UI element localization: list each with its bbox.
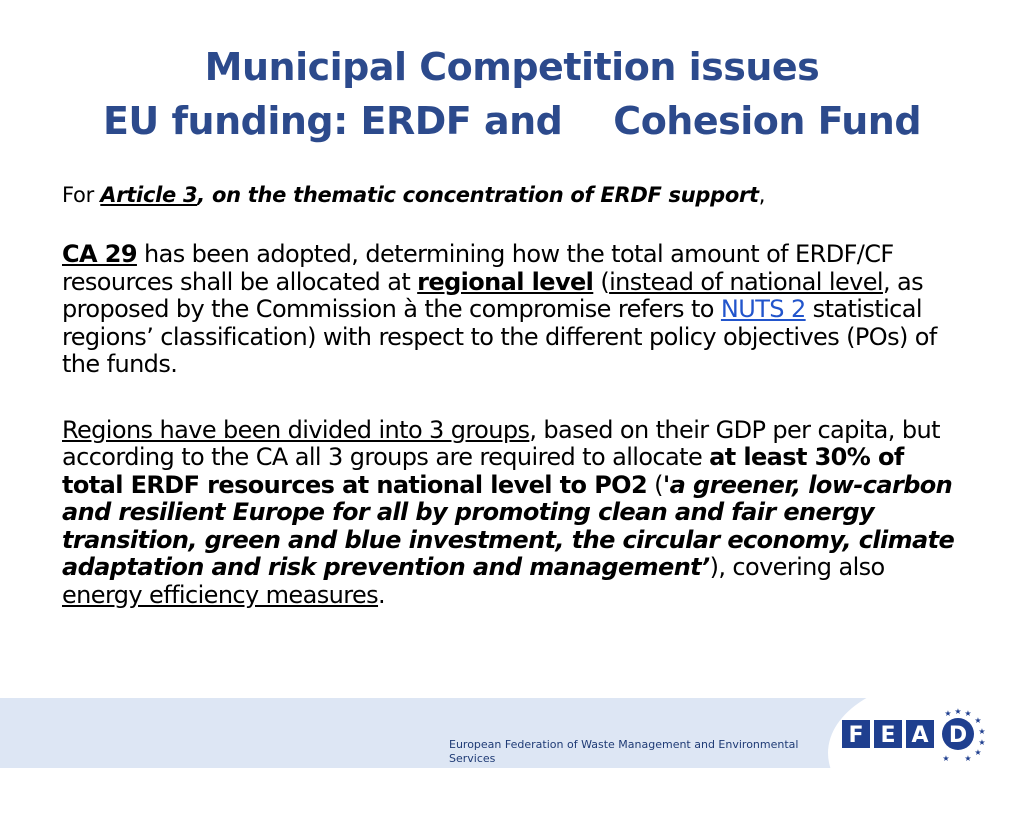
paragraph-article-3 — [62, 176, 962, 214]
logo-letter-f: F — [848, 723, 864, 748]
nuts2-link[interactable]: NUTS 2 — [720, 295, 806, 323]
svg-text:★: ★ — [978, 727, 986, 736]
svg-text:★: ★ — [954, 707, 962, 716]
para3-text-2: ( — [647, 470, 663, 499]
footer-organisation: European Federation of Waste Management and Environmental Services — [449, 738, 799, 765]
paragraph-regions — [62, 417, 962, 610]
slide-title — [0, 40, 1024, 148]
article-topic: , on the thematic concentration of ERDF support — [197, 183, 759, 207]
para2-text-2: ( — [593, 267, 610, 296]
regions-groups: Regions have been divided into 3 groups — [62, 415, 530, 444]
svg-text:★: ★ — [974, 748, 982, 757]
svg-text:★: ★ — [978, 738, 986, 747]
para3-text-3: ), covering also — [709, 553, 885, 581]
para2-text-3: , as proposed by the Commission à the compromise refers to — [62, 267, 924, 323]
energy-efficiency-measures: energy efficiency measures — [62, 580, 379, 609]
svg-text:★: ★ — [964, 709, 972, 718]
svg-text:★: ★ — [974, 716, 982, 725]
fead-logo — [842, 706, 1000, 762]
regional-level: regional level — [417, 267, 594, 296]
logo-letter-d: D — [948, 723, 968, 748]
para3-text-4: . — [378, 580, 386, 609]
svg-text:★: ★ — [944, 709, 952, 718]
po2-requirement: at least 30% of total ERDF resources at national level to PO2 — [62, 443, 904, 499]
ca29-ref: CA 29 — [62, 240, 137, 268]
title-line-1: Municipal Competition issues — [204, 45, 820, 89]
article-3-ref: Article 3 — [100, 183, 198, 207]
para2-text-1: has been adopted, determining how the total amount of ERDF/CF resources shall be allocated at — [62, 240, 894, 296]
paragraph-ca29 — [62, 241, 962, 379]
slide-body — [62, 176, 962, 609]
svg-text:★: ★ — [964, 754, 972, 762]
instead-of-national-level: instead of national level — [609, 267, 883, 296]
svg-text:★: ★ — [942, 754, 950, 762]
para2-text-4: statistical regions’ classification) with respect to the different policy objectives (POs) of the funds. — [62, 295, 937, 378]
logo-letter-e: E — [880, 723, 896, 748]
para1-prefix: For — [62, 183, 101, 207]
para3-text-1: , based on their GDP per capita, but according to the CA all 3 groups are required to allocate — [62, 415, 940, 471]
po2-quote: 'a greener, low-carbon and resilient Europe for all by promoting clean and fair energy transition, green and blue investment, the circular economy, climate adaptation and risk prevention and management’ — [62, 470, 955, 581]
title-line-2: EU funding: ERDF and Cohesion Fund — [102, 99, 922, 143]
para1-suffix: , — [758, 183, 766, 207]
logo-letter-a: A — [911, 723, 929, 748]
